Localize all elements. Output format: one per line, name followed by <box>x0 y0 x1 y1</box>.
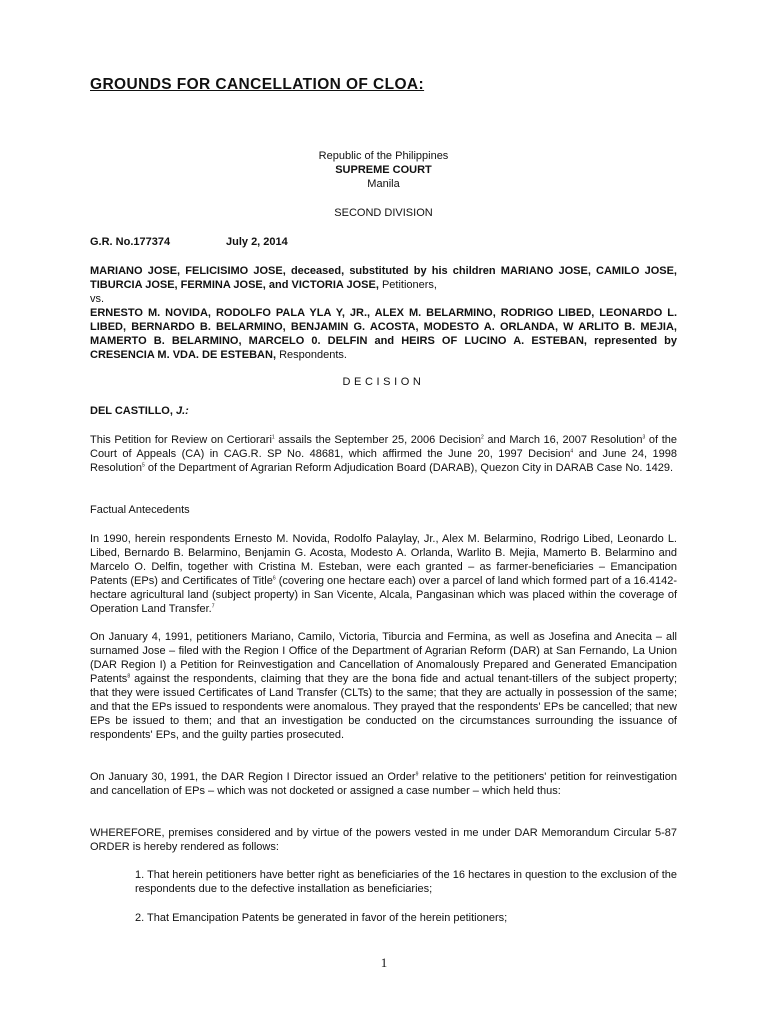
respondents-role: Respondents. <box>276 349 347 361</box>
header-republic: Republic of the Philippines <box>318 150 449 162</box>
text-span: of the Department of Agrarian Reform Adjudication Board (DARAB), Quezon City in DARAB Case No. 1429. <box>144 462 674 474</box>
footnote-ref[interactable]: 6 <box>272 575 276 582</box>
gr-number: G.R. No.177374 <box>90 236 171 248</box>
petitioners <box>90 264 677 292</box>
paragraph-antecedents <box>90 532 677 616</box>
subheading-factual-antecedents: Factual Antecedents <box>90 504 190 516</box>
footnote-ref[interactable]: 8 <box>127 673 131 680</box>
text-span: This Petition for Review on Certiorari <box>90 434 272 446</box>
text-span: and March 16, 2007 Resolution <box>483 434 643 446</box>
page-number: 1 <box>380 955 388 970</box>
paragraph-wherefore: WHEREFORE, premises considered and by virtue of the powers vested in me under DAR Memorandum Circular 5-87 ORDER is hereby rendered as follows: <box>90 827 677 853</box>
decision-heading: DECISION <box>342 376 425 388</box>
footnote-ref[interactable]: 5 <box>141 462 145 469</box>
petitioners-names: MARIANO JOSE, FELICISIMO JOSE, deceased, substituted by his children MARIANO JOSE, CAMILO JOSE, TIBURCIA JOSE, FERMINA JOSE, and VICTORIA JOSE, <box>90 265 677 291</box>
ponente <box>90 404 189 418</box>
footnote-ref[interactable]: 7 <box>211 603 215 610</box>
text-span: relative to the petitioners' petition for reinvestigation and cancellation of EPs – which was not docketed or assigned a case number – which held thus: <box>90 771 677 797</box>
paragraph-dar-order <box>90 770 677 798</box>
header-supreme-court: SUPREME COURT <box>335 164 432 176</box>
header-manila: Manila <box>367 178 400 190</box>
parties-block <box>90 264 677 362</box>
footnote-ref[interactable]: 9 <box>415 771 419 778</box>
division-label: SECOND DIVISION <box>334 207 433 219</box>
text-span: On January 30, 1991, the DAR Region I Director issued an Order <box>90 771 416 783</box>
text-span: In 1990, herein respondents Ernesto M. Novida, Rodolfo Palaylay, Jr., Alex M. Belarmino, Rodrigo Libed, Leonardo L. Libed, Bernardo B. Belarmino, Benjamin G. Acosta, Modesto A. Orlanda, Warlito B. Mejia, Mamerto B. Belarmino and Marcelo O. Delfin, together with Cristina M. Esteban, were each granted – as farmer-beneficiaries – Emancipation Patents (EPs) and Certificates of Title <box>90 533 677 587</box>
respondents-names: ERNESTO M. NOVIDA, RODOLFO PALA YLA Y, JR., ALEX M. BELARMINO, RODRIGO LIBED, LEONARDO L. LIBED, BERNARDO B. BELARMINO, BENJAMIN G. ACOSTA, MODESTO A. ORLANDA, W ARLITO B. MEJIA, MAMERTO B. BELARMINO, MARCELO 0. DELFIN and HEIRS OF LUCINO A. ESTEBAN, represented by CRESENCIA M. VDA. DE ESTEBAN, <box>90 307 677 361</box>
decision-date: July 2, 2014 <box>226 236 288 248</box>
text-span: of the Court of Appeals (CA) in CAG.R. SP No. 48681, which affirmed the June 20, 1997 Decision <box>90 434 678 460</box>
text-span: and June 24, 1998 Resolution <box>90 448 677 474</box>
order-item-2: 2. That Emancipation Patents be generated in favor of the herein petitioners; <box>135 912 508 924</box>
respondents <box>90 306 677 362</box>
court-header <box>90 149 677 191</box>
footnote-ref[interactable]: 3 <box>642 434 646 441</box>
ponente-title: J.: <box>172 405 189 417</box>
versus: vs. <box>90 293 105 305</box>
text-span: On January 4, 1991, petitioners Mariano, Camilo, Victoria, Tiburcia and Fermina, as well as Josefina and Anecita – all surnamed Jose – filed with the Region I Office of the Department of Agrarian Reform (DAR) at San Fernando, La Union (DAR Region I) a Petition for Reinvestigation and Cancellation of Anomalously Prepared and Generated Emancipation Patents <box>90 631 677 685</box>
ponente-name: DEL CASTILLO, <box>90 405 173 417</box>
text-span: assails the September 25, 2006 Decision <box>274 434 482 446</box>
paragraph-petition-reinvestigation <box>90 630 677 742</box>
text-span: (covering one hectare each) over a parcel of land which formed part of a 16.4142-hectare agricultural land (subject property) in San Vicente, Alcala, Pangasinan which was placed within the coverage of Operation Land Transfer. <box>90 575 677 615</box>
petitioners-role: Petitioners, <box>378 279 437 291</box>
footnote-ref[interactable]: 1 <box>271 434 275 441</box>
footnote-ref[interactable]: 2 <box>481 434 484 441</box>
footnote-ref[interactable]: 4 <box>570 448 574 455</box>
document-title: GROUNDS FOR CANCELLATION OF CLOA: <box>90 76 425 93</box>
case-number-line <box>90 235 288 249</box>
text-span: against the respondents, claiming that they are the bona fide and actual tenant-tillers of the subject property; that they were issued Certificates of Land Transfer (CLTs) to the same; that they are actually in possession of the same; and that the EPs issued to respondents were anomalous. They prayed that the respondents' EPs be cancelled; that new EPs be issued to them; and that an investigation be conducted on the circumstances surrounding the issuance of respondents' EPs, and the guilty parties prosecuted. <box>90 673 677 741</box>
order-item-1: 1. That herein petitioners have better right as beneficiaries of the 16 hectares in question to the exclusion of the respondents due to the defective installation as beneficiaries; <box>135 869 677 895</box>
paragraph-petition <box>90 433 677 475</box>
